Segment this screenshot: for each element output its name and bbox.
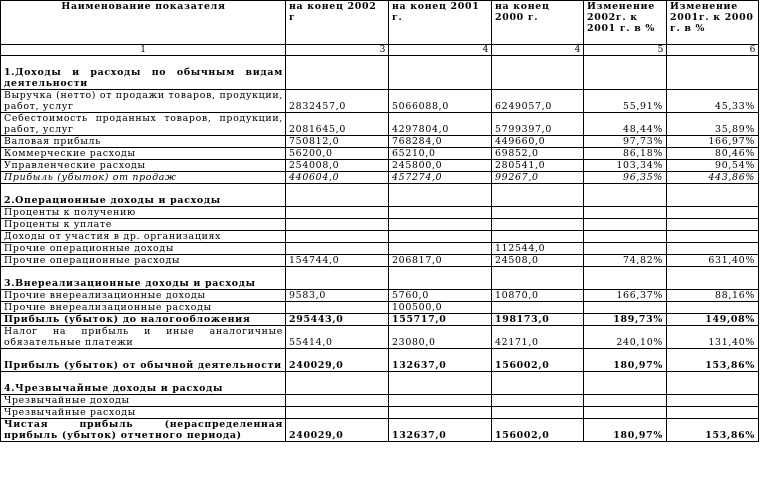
change-2002-2001	[584, 243, 667, 255]
column-index-row	[1, 45, 759, 56]
table-row	[1, 419, 759, 442]
value-2001	[389, 207, 492, 219]
value-2000	[492, 219, 584, 231]
change-2002-2001: 240,10%	[584, 326, 667, 349]
value-2001	[389, 407, 492, 419]
value-2000	[492, 395, 584, 407]
value-2000	[492, 372, 584, 395]
table-row	[1, 243, 759, 255]
change-2001-2000: 153,86%	[667, 419, 759, 442]
table-row	[1, 172, 759, 184]
value-2002: 240029,0	[286, 349, 389, 372]
value-2000	[492, 231, 584, 243]
value-2002: 56200,0	[286, 148, 389, 160]
value-2000: 42171,0	[492, 326, 584, 349]
value-2001	[389, 372, 492, 395]
change-2001-2000: 88,16%	[667, 290, 759, 302]
value-2000	[492, 56, 584, 90]
row-label: Себестоимость проданных товаров, продукции, работ, услуг	[1, 113, 286, 136]
change-2002-2001: 74,82%	[584, 255, 667, 267]
value-2000	[492, 302, 584, 314]
header-indicator-name: Наименование показателя	[1, 1, 286, 45]
row-label: Управленческие расходы	[1, 160, 286, 172]
value-2000: 10870,0	[492, 290, 584, 302]
change-2002-2001: 96,35%	[584, 172, 667, 184]
value-2002: 55414,0	[286, 326, 389, 349]
row-label: Прочие внереализационные доходы	[1, 290, 286, 302]
value-2000: 5799397,0	[492, 113, 584, 136]
value-2001: 768284,0	[389, 136, 492, 148]
change-2002-2001	[584, 56, 667, 90]
value-2002: 240029,0	[286, 419, 389, 442]
row-label: Прочие операционные расходы	[1, 255, 286, 267]
change-2002-2001	[584, 372, 667, 395]
header-row	[1, 1, 759, 45]
change-2002-2001: 103,34%	[584, 160, 667, 172]
value-2002: 750812,0	[286, 136, 389, 148]
change-2002-2001	[584, 184, 667, 207]
value-2002: 295443,0	[286, 314, 389, 326]
value-2002	[286, 56, 389, 90]
column-index: 5	[584, 45, 667, 56]
change-2001-2000	[667, 243, 759, 255]
value-2002: 254008,0	[286, 160, 389, 172]
change-2002-2001	[584, 219, 667, 231]
table-row	[1, 372, 759, 395]
value-2000	[492, 207, 584, 219]
table-row	[1, 395, 759, 407]
change-2001-2000: 35,89%	[667, 113, 759, 136]
row-label: 2.Операционные доходы и расходы	[1, 184, 286, 207]
change-2001-2000	[667, 395, 759, 407]
row-label: Чрезвычайные расходы	[1, 407, 286, 419]
change-2001-2000: 45,33%	[667, 90, 759, 113]
change-2001-2000: 90,54%	[667, 160, 759, 172]
value-2002: 2081645,0	[286, 113, 389, 136]
change-2002-2001: 86,18%	[584, 148, 667, 160]
value-2002	[286, 243, 389, 255]
table-row	[1, 267, 759, 290]
change-2001-2000	[667, 56, 759, 90]
row-label: Проценты к получению	[1, 207, 286, 219]
row-label: 3.Внереализационные доходы и расходы	[1, 267, 286, 290]
change-2002-2001: 180,97%	[584, 419, 667, 442]
row-label: Прибыль (убыток) от продаж	[1, 172, 286, 184]
table-row	[1, 207, 759, 219]
value-2001: 155717,0	[389, 314, 492, 326]
row-label: Налог на прибыль и иные аналогичные обязательные платежи	[1, 326, 286, 349]
change-2002-2001	[584, 231, 667, 243]
value-2001: 245800,0	[389, 160, 492, 172]
row-label: 1.Доходы и расходы по обычным видам деятельности	[1, 56, 286, 90]
change-2002-2001	[584, 407, 667, 419]
change-2001-2000	[667, 219, 759, 231]
change-2002-2001: 55,91%	[584, 90, 667, 113]
table-row	[1, 219, 759, 231]
row-label: Прочие операционные доходы	[1, 243, 286, 255]
row-label: Коммерческие расходы	[1, 148, 286, 160]
column-index: 3	[286, 45, 389, 56]
value-2001: 100500,0	[389, 302, 492, 314]
value-2001: 132637,0	[389, 349, 492, 372]
change-2001-2000: 80,46%	[667, 148, 759, 160]
value-2001	[389, 219, 492, 231]
change-2002-2001: 48,44%	[584, 113, 667, 136]
table-row	[1, 407, 759, 419]
value-2000: 69852,0	[492, 148, 584, 160]
value-2000: 24508,0	[492, 255, 584, 267]
value-2002	[286, 372, 389, 395]
row-label: Валовая прибыль	[1, 136, 286, 148]
value-2000: 112544,0	[492, 243, 584, 255]
table-row	[1, 90, 759, 113]
change-2002-2001	[584, 302, 667, 314]
change-2001-2000	[667, 184, 759, 207]
value-2002	[286, 231, 389, 243]
value-2002	[286, 395, 389, 407]
change-2002-2001	[584, 267, 667, 290]
change-2002-2001: 189,73%	[584, 314, 667, 326]
value-2002	[286, 207, 389, 219]
table-row	[1, 113, 759, 136]
table-row	[1, 136, 759, 148]
header-end-2002: на конец 2002 г	[286, 1, 389, 45]
column-index: 1	[1, 45, 286, 56]
change-2001-2000: 443,86%	[667, 172, 759, 184]
change-2002-2001	[584, 395, 667, 407]
value-2000	[492, 184, 584, 207]
value-2000: 156002,0	[492, 349, 584, 372]
value-2001	[389, 395, 492, 407]
change-2001-2000: 166,97%	[667, 136, 759, 148]
table-row	[1, 56, 759, 90]
table-row	[1, 255, 759, 267]
value-2000: 198173,0	[492, 314, 584, 326]
table-row	[1, 302, 759, 314]
value-2001	[389, 184, 492, 207]
value-2000	[492, 407, 584, 419]
row-label: 4.Чрезвычайные доходы и расходы	[1, 372, 286, 395]
change-2001-2000	[667, 231, 759, 243]
header-change-2001-2000: Изменение 2001г. к 2000 г. в %	[667, 1, 759, 45]
value-2001: 65210,0	[389, 148, 492, 160]
change-2002-2001: 180,97%	[584, 349, 667, 372]
value-2001: 457274,0	[389, 172, 492, 184]
table-row	[1, 148, 759, 160]
change-2002-2001: 166,37%	[584, 290, 667, 302]
column-index: 4	[389, 45, 492, 56]
value-2002	[286, 219, 389, 231]
table-row	[1, 349, 759, 372]
change-2001-2000	[667, 207, 759, 219]
value-2002	[286, 184, 389, 207]
value-2000: 6249057,0	[492, 90, 584, 113]
table-row	[1, 326, 759, 349]
value-2001: 132637,0	[389, 419, 492, 442]
row-label: Прибыль (убыток) до налогообложения	[1, 314, 286, 326]
value-2002: 9583,0	[286, 290, 389, 302]
table-row	[1, 160, 759, 172]
value-2001	[389, 231, 492, 243]
change-2001-2000: 631,40%	[667, 255, 759, 267]
value-2001	[389, 243, 492, 255]
row-label: Проценты к уплате	[1, 219, 286, 231]
value-2000: 99267,0	[492, 172, 584, 184]
change-2001-2000	[667, 267, 759, 290]
column-index: 4	[492, 45, 584, 56]
header-change-2002-2001: Изменение 2002г. к 2001 г. в %	[584, 1, 667, 45]
value-2000: 449660,0	[492, 136, 584, 148]
change-2001-2000: 149,08%	[667, 314, 759, 326]
value-2002	[286, 267, 389, 290]
row-label: Прочие внереализационные расходы	[1, 302, 286, 314]
table-row	[1, 184, 759, 207]
value-2001	[389, 267, 492, 290]
change-2002-2001	[584, 207, 667, 219]
value-2002	[286, 302, 389, 314]
value-2000	[492, 267, 584, 290]
value-2002: 440604,0	[286, 172, 389, 184]
change-2001-2000	[667, 372, 759, 395]
row-label: Прибыль (убыток) от обычной деятельности	[1, 349, 286, 372]
table-row	[1, 231, 759, 243]
change-2002-2001: 97,73%	[584, 136, 667, 148]
value-2000: 156002,0	[492, 419, 584, 442]
row-label: Доходы от участия в др. организациях	[1, 231, 286, 243]
value-2001: 206817,0	[389, 255, 492, 267]
change-2001-2000	[667, 407, 759, 419]
row-label: Чрезвычайные доходы	[1, 395, 286, 407]
row-label: Чистая прибыль (нераспределенная прибыль (убыток) отчетного периода)	[1, 419, 286, 442]
row-label: Выручка (нетто) от продажи товаров, продукции, работ, услуг	[1, 90, 286, 113]
change-2001-2000: 153,86%	[667, 349, 759, 372]
value-2001: 5760,0	[389, 290, 492, 302]
header-end-2001: на конец 2001 г.	[389, 1, 492, 45]
value-2001: 4297804,0	[389, 113, 492, 136]
value-2002: 2832457,0	[286, 90, 389, 113]
table-row	[1, 290, 759, 302]
header-end-2000: на конец 2000 г.	[492, 1, 584, 45]
column-index: 6	[667, 45, 759, 56]
value-2001: 23080,0	[389, 326, 492, 349]
value-2001: 5066088,0	[389, 90, 492, 113]
value-2002	[286, 407, 389, 419]
value-2002: 154744,0	[286, 255, 389, 267]
change-2001-2000	[667, 302, 759, 314]
value-2001	[389, 56, 492, 90]
table-row	[1, 314, 759, 326]
change-2001-2000: 131,40%	[667, 326, 759, 349]
value-2000: 280541,0	[492, 160, 584, 172]
